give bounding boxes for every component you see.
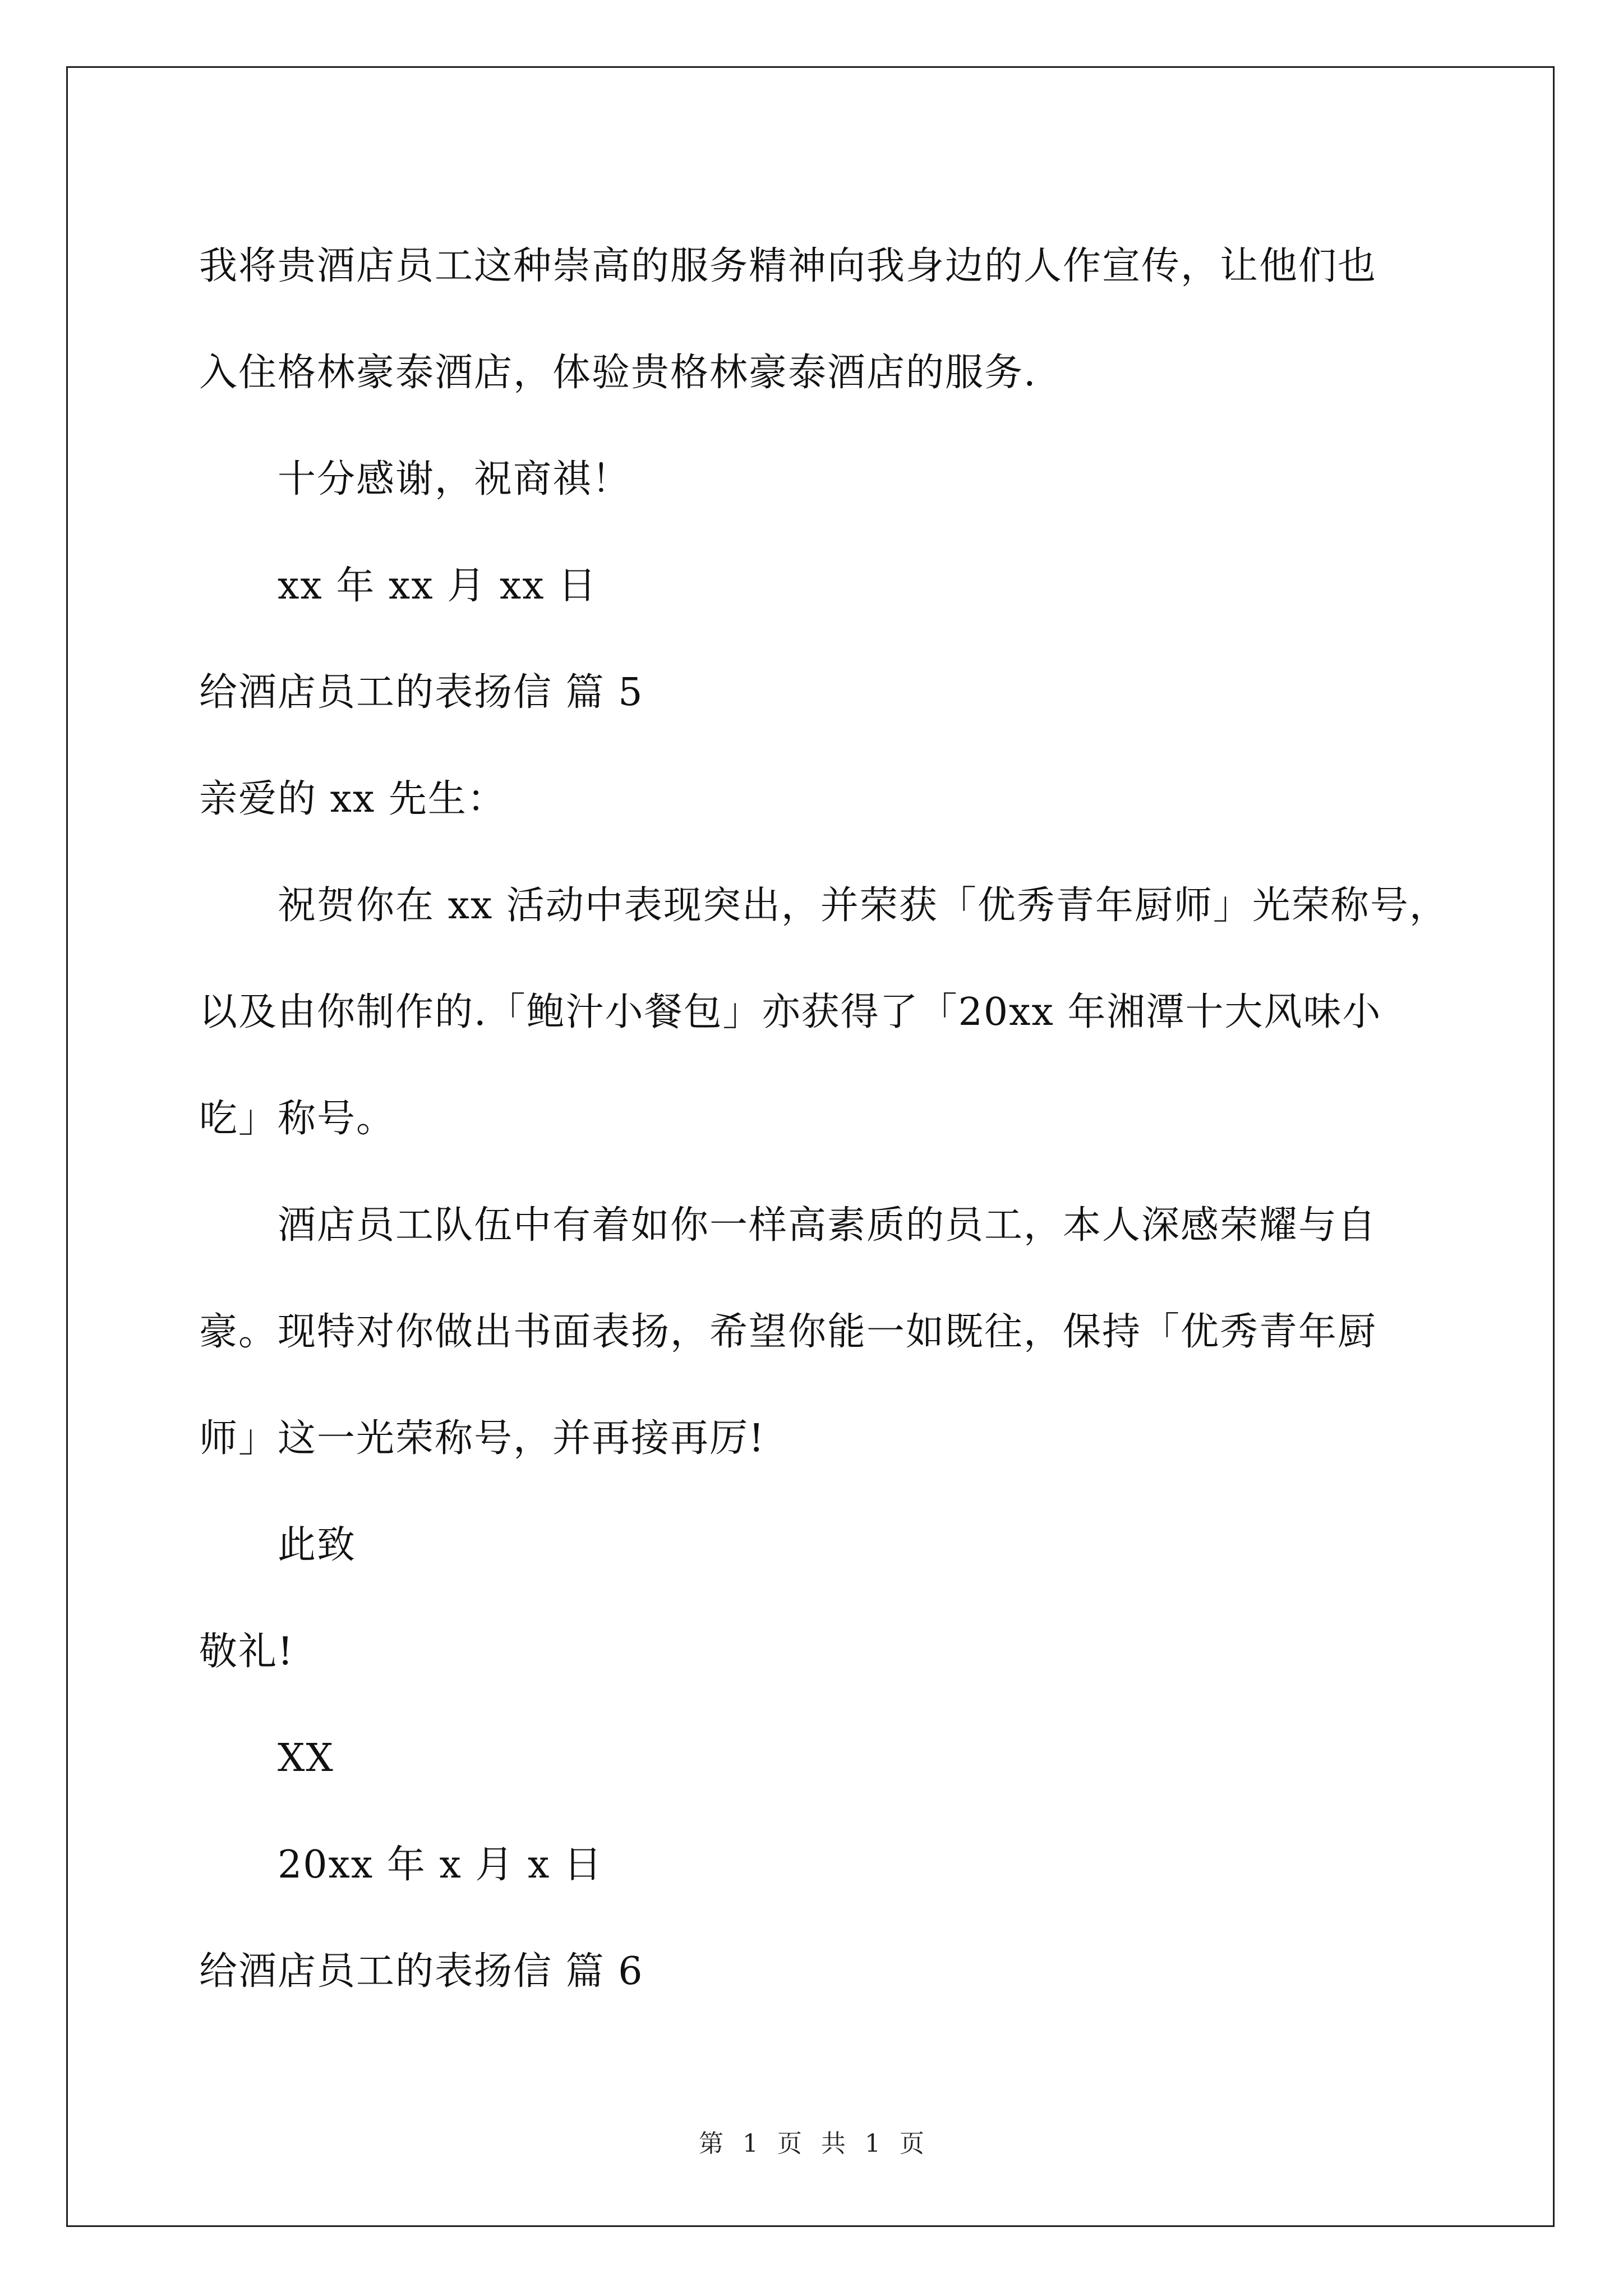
- body-line-2: 入住格林豪泰酒店，体验贵格林豪泰酒店的服务.: [199, 351, 1037, 395]
- paragraph-2-line-3: 师」这一光荣称号，并再接再厉!: [199, 1416, 766, 1461]
- signature: XX: [278, 1736, 334, 1780]
- paragraph-1-line-2: 以及由你制作的.「鲍汁小餐包」亦获得了「20xx 年湘潭十大风味小: [199, 990, 1382, 1034]
- regards-line: 敬礼!: [199, 1630, 294, 1674]
- section-heading-5: 给酒店员工的表扬信 篇 5: [199, 670, 644, 715]
- section-heading-6: 给酒店员工的表扬信 篇 6: [199, 1949, 644, 1994]
- paragraph-2-line-1: 酒店员工队伍中有着如你一样高素质的员工，本人深感荣耀与自: [278, 1203, 1377, 1248]
- thanks-line: 十分感谢，祝商祺！: [278, 457, 631, 501]
- closing-line: 此致: [278, 1523, 357, 1567]
- paragraph-2-line-2: 豪。现特对你做出书面表扬，希望你能一如既往，保持「优秀青年厨: [199, 1310, 1377, 1354]
- salutation: 亲爱的 xx 先生：: [199, 777, 506, 821]
- page-footer: 第 1 页 共 1 页: [699, 2129, 924, 2158]
- paragraph-1-line-3: 吃」称号。: [199, 1097, 396, 1141]
- body-line-1: 我将贵酒店员工这种崇高的服务精神向我身边的人作宣传，让他们也: [199, 244, 1377, 288]
- paragraph-1-line-1: 祝贺你在 xx 活动中表现突出，并荣获「优秀青年厨师」光荣称号，: [278, 884, 1449, 928]
- document-body: [199, 213, 1449, 2025]
- date-line: xx 年 xx 月 xx 日: [278, 564, 598, 608]
- signature-date: 20xx 年 x 月 x 日: [278, 1843, 603, 1887]
